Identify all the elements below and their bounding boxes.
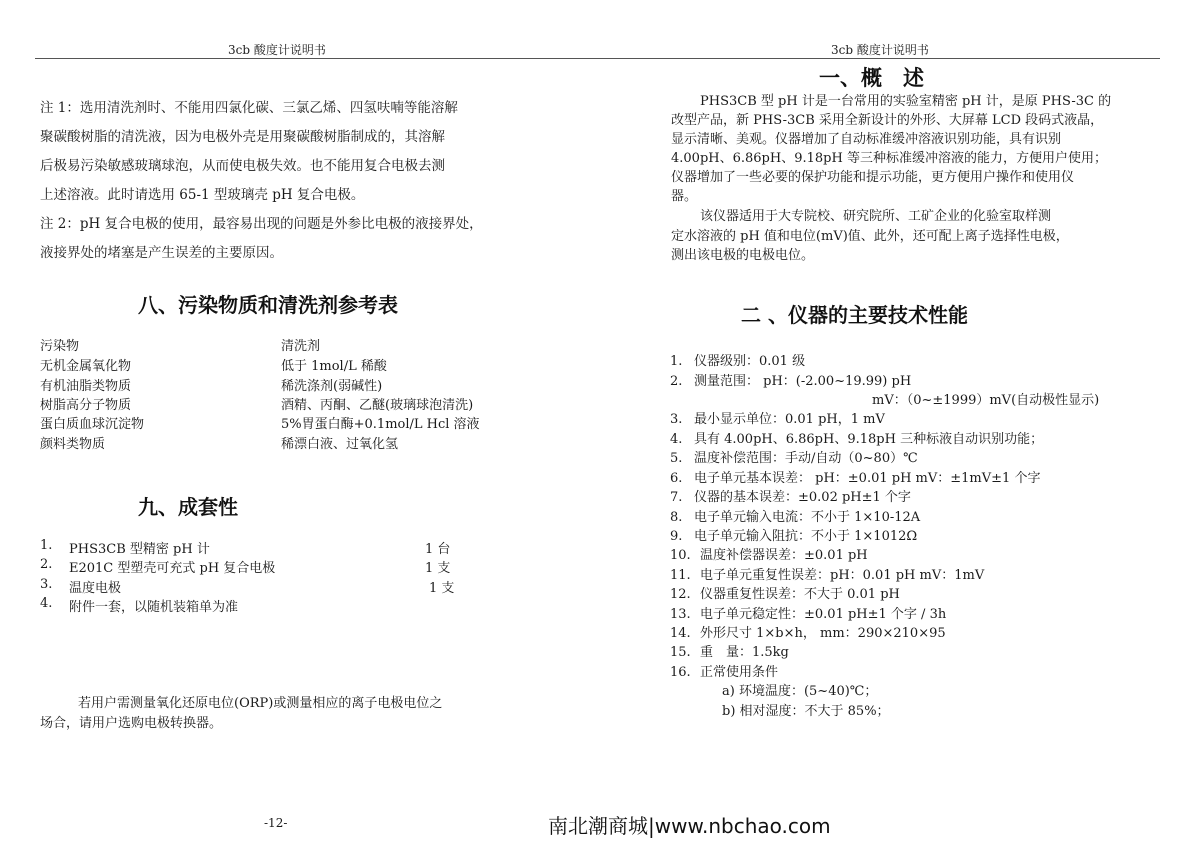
spec-item: 15. 重 量：1.5kg: [670, 645, 789, 660]
overview-line: 该仪器适用于大专院校、研究院所、工矿企业的化验室取样测: [700, 209, 1052, 224]
table-cell: 树脂高分子物质: [40, 398, 132, 413]
spec-subitem: b) 相对湿度：不大于 85%；: [722, 704, 890, 719]
table-row: [40, 433, 520, 453]
spec-item: 3. 最小显示单位：0.01 pH，1 mV: [670, 412, 885, 427]
column-header: 污染物: [40, 339, 80, 354]
item-name: 附件一套，以随机装箱单为准: [69, 600, 239, 615]
table-cell: 稀漂白液、过氧化氢: [281, 437, 399, 452]
spec-item: 5. 温度补偿范围：手动/自动（0~80）℃: [670, 451, 918, 466]
spec-item: 16. 正常使用条件: [670, 665, 779, 680]
spec-item: 6. 电子单元基本误差： pH：±0.01 pH mV：±1mV±1 个字: [670, 471, 1041, 486]
item-name: E201C 型塑壳可充式 pH 复合电极: [69, 561, 276, 576]
spec-item: 4. 具有 4.00pH、6.86pH、9.18pH 三种标液自动识别功能；: [670, 432, 1044, 447]
table-row: [40, 413, 520, 433]
item-qty: 1 支: [429, 581, 455, 596]
overview-line: PHS3CB 型 pH 计是一台常用的实验室精密 pH 计，是原 PHS-3C 的: [700, 94, 1112, 109]
item-qty: 1 台: [425, 542, 451, 557]
orp-note-line: 若用户需测量氧化还原电位(ORP)或测量相应的离子电极电位之: [78, 696, 443, 711]
spec-item: 1. 仪器级别：0.01 级: [670, 354, 806, 369]
section-2-title: 二 、仪器的主要技术性能: [741, 303, 968, 327]
overview-line: 器。: [671, 189, 698, 204]
spec-item: 8. 电子单元输入电流：不小于 1×10-12A: [670, 510, 921, 525]
spec-item: 7. 仪器的基本误差：±0.02 pH±1 个字: [670, 490, 911, 505]
item-number: 2.: [40, 557, 53, 572]
item-number: 1.: [40, 538, 53, 553]
overview-line: 定水溶液的 pH 值和电位(mV)值、此外，还可配上离子选择性电极，: [671, 229, 1069, 244]
item-number: 3.: [40, 577, 53, 592]
section-8-title: 八、污染物质和清洗剂参考表: [138, 293, 398, 317]
spec-subitem: a) 环境温度：(5~40)℃；: [722, 684, 878, 699]
section-9-title: 九、成套性: [138, 495, 238, 519]
table-cell: 低于 1mol/L 稀酸: [281, 359, 387, 374]
table-cell: 有机油脂类物质: [40, 379, 132, 394]
spec-item: 12. 仪器重复性误差：不大于 0.01 pH: [670, 587, 900, 602]
right-page-header: 3cb 酸度计说明书: [831, 43, 929, 57]
spec-item: 13. 电子单元稳定性：±0.01 pH±1 个字 / 3h: [670, 607, 947, 622]
list-item: [40, 557, 480, 577]
note-line: 注 2：pH 复合电极的使用，最容易出现的问题是外参比电极的液接界处，: [40, 216, 483, 232]
note-line: 液接界处的堵塞是产生误差的主要原因。: [40, 245, 283, 261]
spec-item: 2. 测量范围： pH：(-2.00~19.99) pH: [670, 374, 912, 389]
left-page-header: 3cb 酸度计说明书: [228, 43, 326, 57]
table-cell: 酒精、丙酮、乙醚(玻璃球泡清洗): [281, 398, 474, 413]
spec-item: 14. 外形尺寸 1×b×h， mm：290×210×95: [670, 626, 946, 641]
table-header-row: [40, 335, 520, 355]
table-cell: 5%胃蛋白酶+0.1mol/L Hcl 溶液: [281, 417, 480, 432]
spec-item: 9. 电子单元输入阻抗：不小于 1×1012Ω: [670, 529, 918, 544]
overview-line: 测出该电极的电极电位。: [671, 248, 815, 263]
spec-item: 10. 温度补偿器误差：±0.01 pH: [670, 548, 868, 563]
list-item: [40, 538, 480, 558]
page-number: -12-: [264, 816, 288, 830]
watermark: 南北潮商城|www.nbchao.com: [548, 814, 831, 838]
table-row: [40, 355, 520, 375]
orp-note-line: 场合，请用户选购电极转换器。: [40, 716, 223, 731]
table-cell: 颜料类物质: [40, 437, 106, 452]
note-line: 后极易污染敏感玻璃球泡，从而使电极失效。也不能用复合电极去测: [40, 158, 445, 174]
section-1-title: 一、概 述: [819, 66, 924, 90]
note-line: 注 1：选用清洗剂时、不能用四氯化碳、三氯乙烯、四氢呋喃等能溶解: [40, 100, 458, 116]
table-cell: 稀洗涤剂(弱碱性): [281, 379, 383, 394]
note-line: 上述溶液。此时请选用 65-1 型玻璃壳 pH 复合电极。: [40, 187, 365, 203]
note-line: 聚碳酸树脂的清洗液，因为电极外壳是用聚碳酸树脂制成的，其溶解: [40, 129, 445, 145]
item-number: 4.: [40, 596, 53, 611]
spec-item: 11. 电子单元重复性误差：pH：0.01 pH mV：1mV: [670, 568, 985, 583]
item-name: 温度电极: [69, 581, 122, 596]
table-cell: 蛋白质血球沉淀物: [40, 417, 145, 432]
item-qty: 1 支: [425, 561, 451, 576]
overview-line: 改型产品，新 PHS-3CB 采用全新设计的外形、大屏幕 LCD 段码式液晶，: [671, 113, 1104, 128]
table-row: [40, 394, 520, 414]
overview-line: 仪器增加了一些必要的保护功能和提示功能，更方便用户操作和使用仪: [671, 170, 1075, 185]
header-rule: [35, 58, 1160, 59]
table-cell: 无机金属氧化物: [40, 359, 132, 374]
list-item: [40, 577, 480, 597]
column-header: 清洗剂: [281, 339, 321, 354]
overview-line: 4.00pH、6.86pH、9.18pH 等三种标准缓冲溶液的能力，方便用户使用；: [671, 151, 1107, 166]
overview-line: 显示清晰、美观。仪器增加了自动标准缓冲溶液识别功能，具有识别: [671, 132, 1062, 147]
item-name: PHS3CB 型精密 pH 计: [69, 542, 210, 557]
spec-item: mV：（0~±1999）mV(自动极性显示): [872, 393, 1100, 408]
table-row: [40, 375, 520, 395]
list-item: [40, 596, 480, 616]
